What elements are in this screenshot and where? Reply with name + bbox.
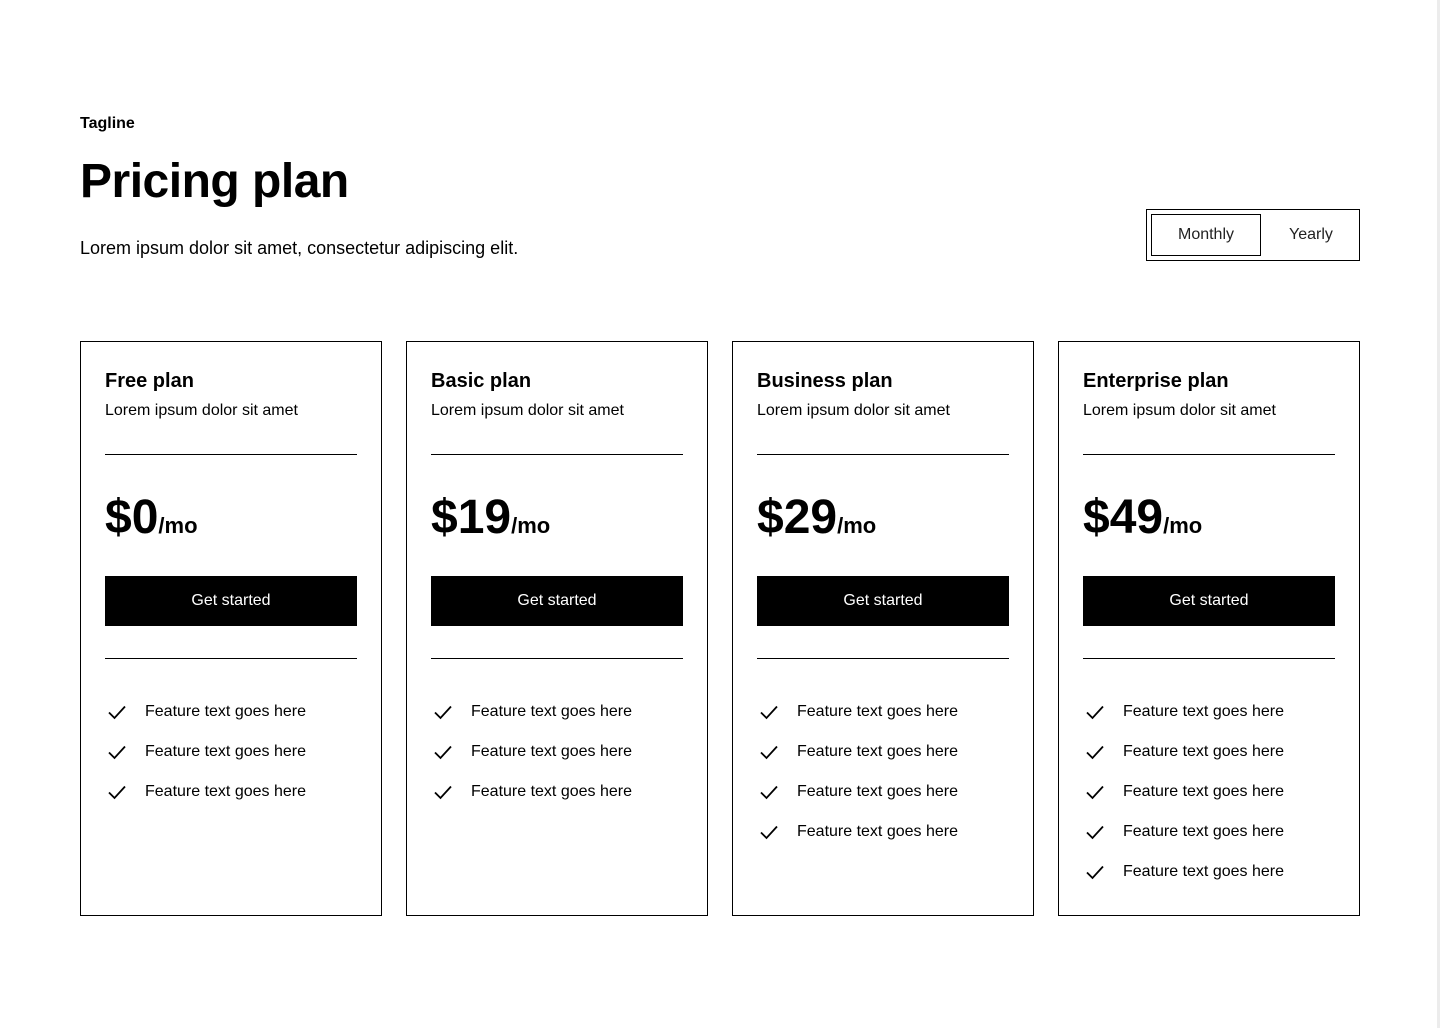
feature-text: Feature text goes here	[797, 703, 958, 720]
toggle-monthly-button[interactable]: Monthly	[1151, 214, 1261, 256]
billing-period-toggle	[1146, 209, 1360, 261]
plan-name: Free plan	[105, 370, 194, 392]
check-icon	[105, 700, 129, 724]
check-icon	[431, 740, 455, 764]
pricing-card-enterprise	[1058, 341, 1360, 916]
feature-text: Feature text goes here	[145, 783, 306, 800]
page-subtitle: Lorem ipsum dolor sit amet, consectetur adipiscing elit.	[80, 238, 519, 258]
divider	[757, 658, 1009, 659]
price-amount: $49	[1083, 491, 1164, 544]
plan-description: Lorem ipsum dolor sit amet	[757, 402, 950, 419]
feature-text: Feature text goes here	[797, 783, 958, 800]
feature-text: Feature text goes here	[797, 743, 958, 760]
check-icon	[105, 780, 129, 804]
feature-text: Feature text goes here	[1123, 743, 1284, 760]
feature-item	[1083, 732, 1335, 772]
feature-item	[431, 692, 683, 732]
price-unit: /mo	[158, 513, 198, 538]
divider	[105, 658, 357, 659]
divider	[431, 658, 683, 659]
toggle-yearly-button[interactable]: Yearly	[1289, 226, 1333, 243]
feature-item	[431, 772, 683, 812]
feature-item	[757, 692, 1009, 732]
price-unit: /mo	[1163, 513, 1203, 538]
price-amount: $29	[757, 491, 838, 544]
pricing-card-basic	[406, 341, 708, 916]
check-icon	[757, 820, 781, 844]
divider	[1083, 454, 1335, 455]
check-icon	[1083, 820, 1107, 844]
pricing-card-free	[80, 341, 382, 916]
price-amount: $19	[431, 491, 512, 544]
feature-list	[431, 692, 683, 812]
check-icon	[1083, 740, 1107, 764]
feature-text: Feature text goes here	[1123, 823, 1284, 840]
feature-item	[431, 732, 683, 772]
feature-item	[1083, 812, 1335, 852]
plan-description: Lorem ipsum dolor sit amet	[105, 402, 298, 419]
plan-description: Lorem ipsum dolor sit amet	[1083, 402, 1276, 419]
divider	[431, 454, 683, 455]
price-amount: $0	[105, 491, 159, 544]
pricing-header	[80, 0, 1360, 300]
check-icon	[105, 740, 129, 764]
check-icon	[757, 700, 781, 724]
divider	[1083, 658, 1335, 659]
check-icon	[757, 780, 781, 804]
feature-item	[105, 692, 357, 732]
feature-text: Feature text goes here	[1123, 783, 1284, 800]
plan-name: Basic plan	[431, 370, 532, 392]
get-started-button[interactable]: Get started	[431, 576, 683, 626]
divider	[757, 454, 1009, 455]
price-unit: /mo	[837, 513, 877, 538]
plan-price	[1083, 488, 1202, 559]
feature-item	[105, 732, 357, 772]
check-icon	[431, 780, 455, 804]
feature-item	[757, 812, 1009, 852]
get-started-button[interactable]: Get started	[105, 576, 357, 626]
tagline: Tagline	[80, 115, 135, 132]
pricing-card-business	[732, 341, 1034, 916]
check-icon	[1083, 700, 1107, 724]
feature-item	[1083, 852, 1335, 892]
get-started-button[interactable]: Get started	[757, 576, 1009, 626]
plan-price	[105, 488, 198, 559]
feature-text: Feature text goes here	[471, 743, 632, 760]
feature-text: Feature text goes here	[145, 703, 306, 720]
check-icon	[1083, 860, 1107, 884]
feature-item	[757, 772, 1009, 812]
feature-item	[105, 772, 357, 812]
plan-description: Lorem ipsum dolor sit amet	[431, 402, 624, 419]
feature-item	[1083, 772, 1335, 812]
plan-name: Enterprise plan	[1083, 370, 1229, 392]
divider	[105, 454, 357, 455]
feature-list	[105, 692, 357, 812]
feature-text: Feature text goes here	[797, 823, 958, 840]
feature-text: Feature text goes here	[1123, 863, 1284, 880]
get-started-button[interactable]: Get started	[1083, 576, 1335, 626]
check-icon	[757, 740, 781, 764]
page-title: Pricing plan	[80, 155, 349, 208]
feature-item	[1083, 692, 1335, 732]
plan-price	[431, 488, 550, 559]
feature-list	[1083, 692, 1335, 892]
check-icon	[431, 700, 455, 724]
feature-text: Feature text goes here	[1123, 703, 1284, 720]
feature-text: Feature text goes here	[471, 783, 632, 800]
feature-text: Feature text goes here	[145, 743, 306, 760]
pricing-cards	[80, 341, 1360, 916]
check-icon	[1083, 780, 1107, 804]
feature-text: Feature text goes here	[471, 703, 632, 720]
price-unit: /mo	[511, 513, 551, 538]
feature-list	[757, 692, 1009, 852]
plan-price	[757, 488, 876, 559]
plan-name: Business plan	[757, 370, 893, 392]
feature-item	[757, 732, 1009, 772]
